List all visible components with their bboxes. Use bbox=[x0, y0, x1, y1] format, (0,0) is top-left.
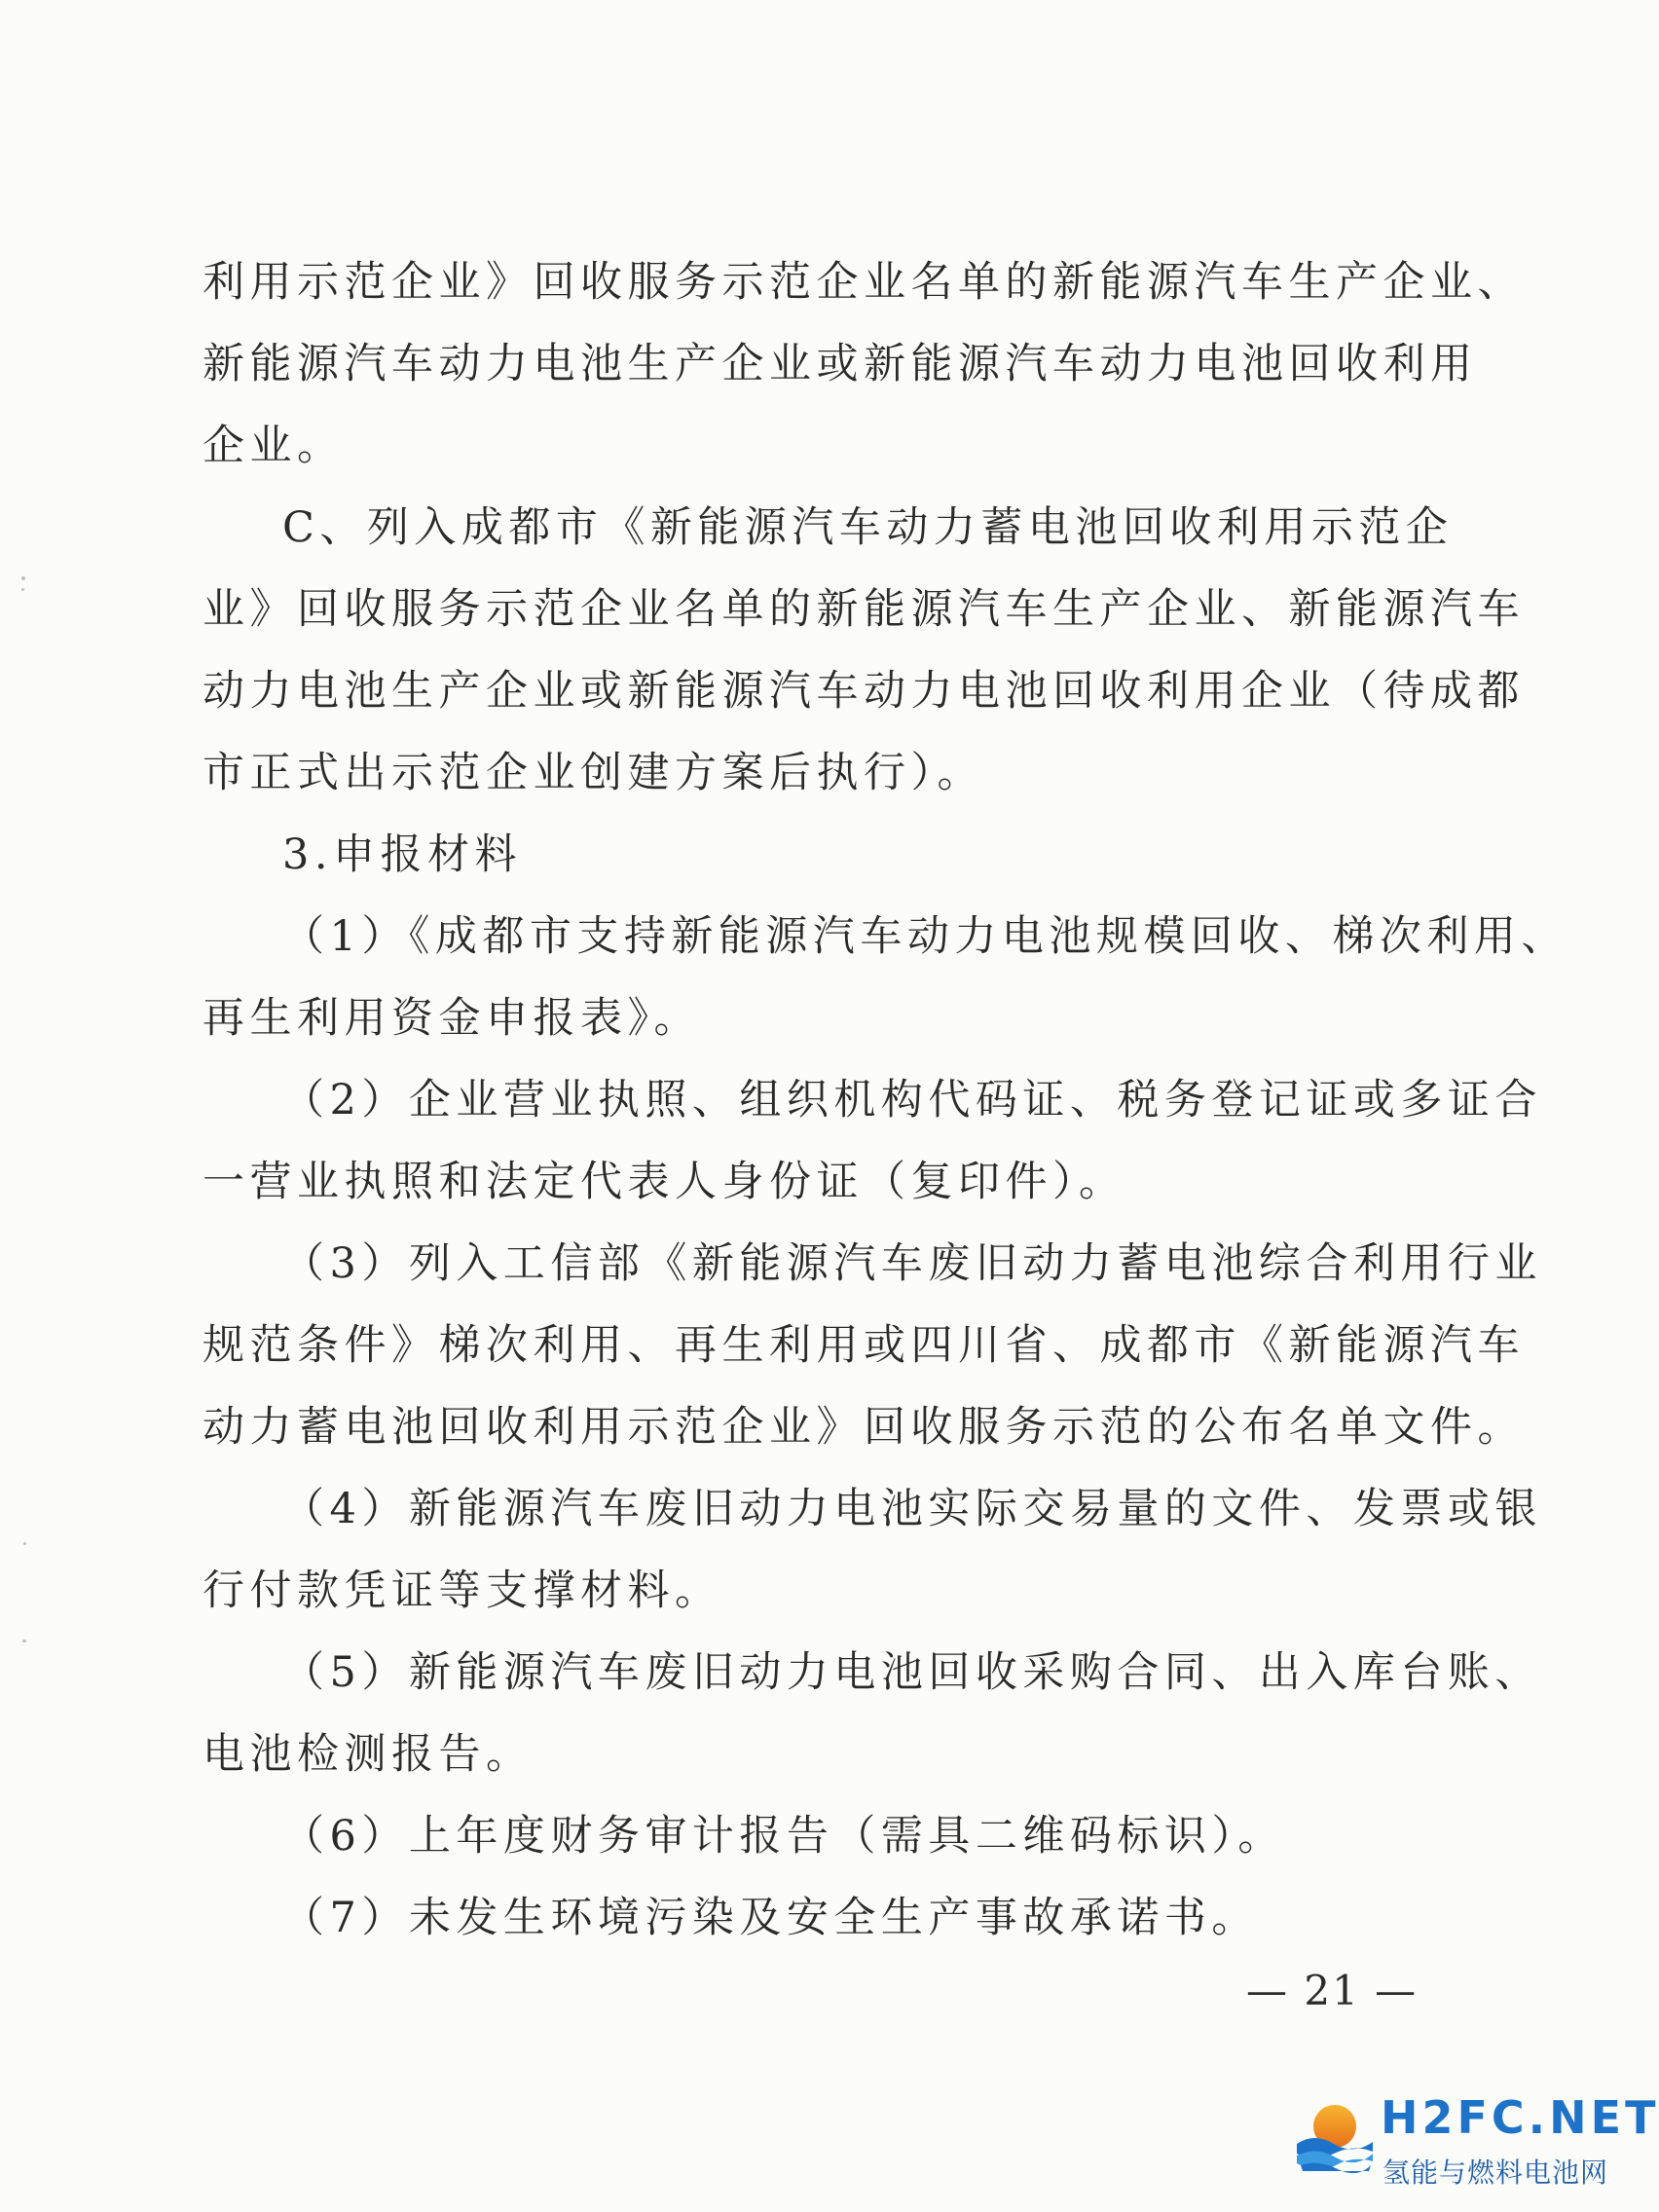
text-line: 动力电池生产企业或新能源汽车动力电池回收利用企业（待成都 bbox=[203, 667, 1525, 716]
text-line: 动力蓄电池回收利用示范企业》回收服务示范的公布名单文件。 bbox=[203, 1403, 1525, 1452]
wave-sun-logo-icon bbox=[1295, 2093, 1375, 2173]
text-line: 企业。 bbox=[203, 422, 345, 470]
page-number: — 21 — bbox=[1246, 1967, 1419, 2014]
text-line: 新能源汽车动力电池生产企业或新能源汽车动力电池回收利用 bbox=[203, 340, 1478, 388]
list-item-3: （3）列入工信部《新能源汽车废旧动力蓄电池综合利用行业 bbox=[282, 1239, 1542, 1288]
text-line: 电池检测报告。 bbox=[203, 1730, 534, 1779]
list-item-1: （1）《成都市支持新能源汽车动力电池规模回收、梯次利用、 bbox=[282, 912, 1568, 961]
list-item-2: （2）企业营业执照、组织机构代码证、税务登记证或多证合 bbox=[282, 1076, 1542, 1124]
text-line: 一营业执照和法定代表人身份证（复印件）。 bbox=[203, 1158, 1126, 1206]
scan-speck bbox=[21, 576, 25, 580]
site-watermark bbox=[1295, 2083, 1659, 2205]
paragraph-c-line: C、列入成都市《新能源汽车动力蓄电池回收利用示范企 bbox=[282, 503, 1454, 552]
list-item-5: （5）新能源汽车废旧动力电池回收采购合同、出入库台账、 bbox=[282, 1648, 1542, 1697]
list-item-4: （4）新能源汽车废旧动力电池实际交易量的文件、发票或银 bbox=[282, 1485, 1542, 1533]
watermark-brand: H2FC.NET bbox=[1381, 2091, 1659, 2144]
list-item-7: （7）未发生环境污染及安全生产事故承诺书。 bbox=[282, 1894, 1259, 1942]
text-line: 规范条件》梯次利用、再生利用或四川省、成都市《新能源汽车 bbox=[203, 1321, 1525, 1370]
scan-speck bbox=[22, 1640, 26, 1642]
section-heading: 3.申报材料 bbox=[282, 830, 523, 879]
body-text bbox=[203, 248, 1568, 1966]
text-line: 市正式出示范企业创建方案后执行）。 bbox=[203, 749, 984, 797]
scan-speck bbox=[23, 1542, 26, 1545]
text-line: 业》回收服务示范企业名单的新能源汽车生产企业、新能源汽车 bbox=[203, 585, 1525, 634]
text-line: 再生利用资金申报表》。 bbox=[203, 994, 701, 1043]
text-line: 行付款凭证等支撑材料。 bbox=[203, 1567, 722, 1615]
text-line: 利用示范企业》回收服务示范企业名单的新能源汽车生产企业、 bbox=[203, 258, 1525, 307]
list-item-6: （6）上年度财务审计报告（需具二维码标识）。 bbox=[282, 1812, 1285, 1861]
scan-speck bbox=[21, 588, 24, 591]
watermark-subtitle: 氢能与燃料电池网 bbox=[1382, 2157, 1609, 2189]
